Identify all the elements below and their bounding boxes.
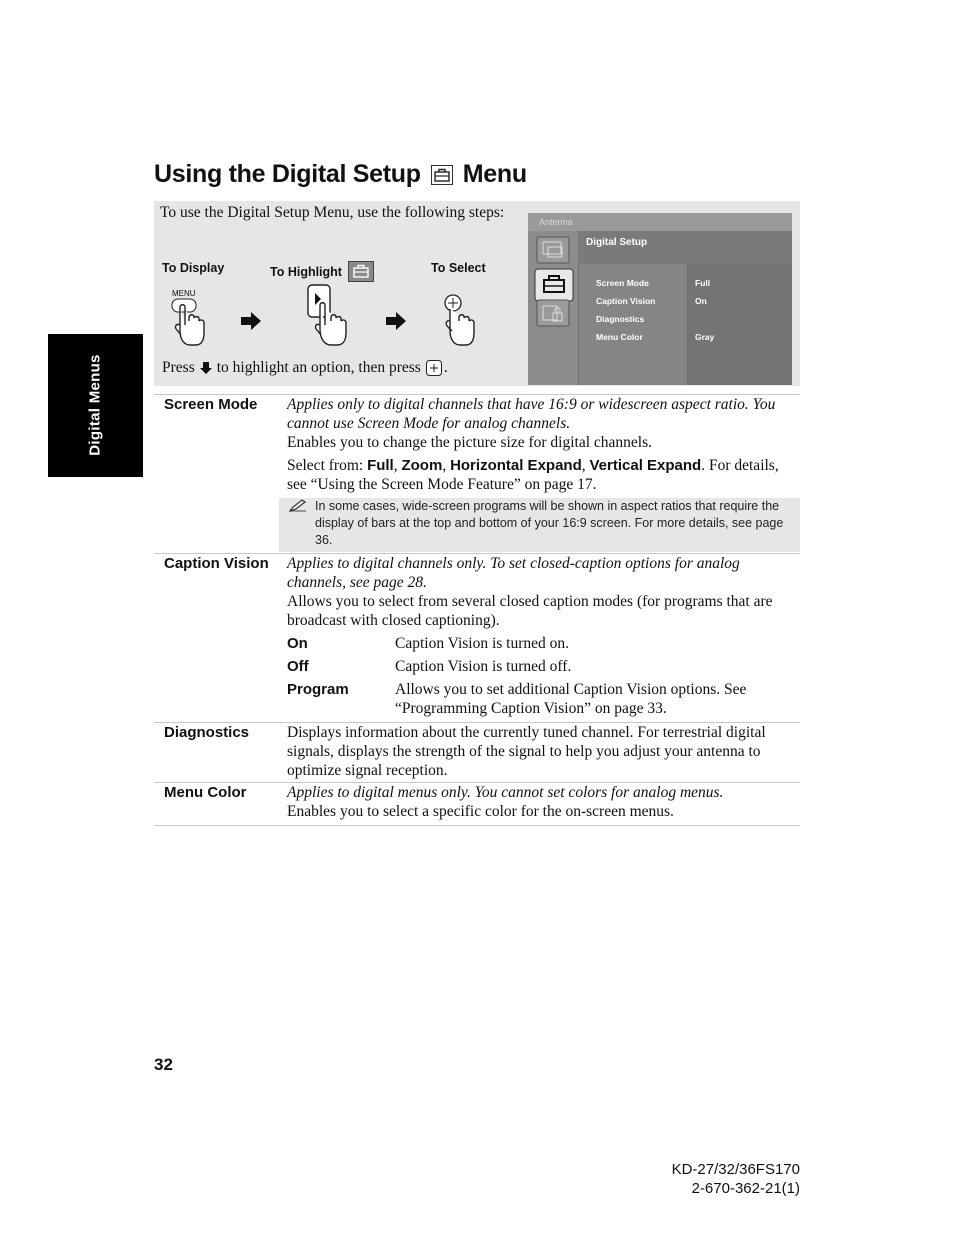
screen-item-label: Screen Mode [596, 278, 649, 288]
title-text-end: Menu [462, 160, 527, 188]
model-number: KD-27/32/36FS170 [671, 1161, 800, 1178]
screen-heading-bar [578, 231, 792, 264]
intro-box [154, 201, 800, 386]
down-arrow-icon [199, 361, 213, 375]
note-text: In some cases, wide-screen programs will be shown in aspect ratios that require the display of bars at the top and bottom of your 16:9 screen. For more details, see page 36. [315, 499, 784, 547]
row-description: Enables you to change the picture size for digital channels. [287, 434, 652, 451]
hand-select-icon [440, 293, 480, 349]
press-text-end: . [443, 359, 448, 376]
row-term-menu-color: Menu Color [164, 784, 247, 801]
toolbox-icon [348, 261, 374, 282]
toolbox-icon [534, 268, 574, 302]
option-zoom: Zoom [401, 457, 443, 474]
row-note-italic: Applies to digital menus only. You cannot set colors for analog menus. [287, 784, 724, 801]
screen-item-value: Full [695, 278, 711, 288]
step-select-label: To Select [431, 261, 486, 275]
screen-item-label: Caption Vision [596, 296, 656, 306]
option-vertical-expand: Vertical Expand [589, 457, 702, 474]
page-title [154, 160, 527, 189]
arrow-right-icon [385, 312, 407, 330]
row-term-diagnostics: Diagnostics [164, 724, 250, 741]
menu-press-illustration [168, 287, 208, 349]
select-button-icon [426, 360, 442, 376]
option-desc: Caption Vision is turned on. [395, 635, 570, 652]
screen-item-label: Diagnostics [596, 314, 645, 324]
row-note-italic: Applies only to digital channels that have 16:9 or widescreen aspect ratio. You cannot use Screen Mode for analog channels. [287, 396, 776, 432]
arrow-right-icon [240, 312, 262, 330]
press-instruction [162, 359, 448, 377]
screen-heading: Digital Setup [586, 237, 648, 248]
pencil-note-icon [289, 499, 307, 512]
toolbox-icon [431, 165, 453, 185]
title-text: Using the Digital Setup [154, 160, 421, 188]
option-term: Program [287, 681, 349, 698]
step-highlight-text: To Highlight [270, 264, 342, 279]
part-number: 2-670-362-21(1) [691, 1180, 800, 1197]
screen-item-value: On [695, 296, 707, 306]
option-horizontal-expand: Horizontal Expand [450, 457, 582, 474]
row-description: Allows you to select from several closed caption modes (for programs that are broadcast with closed captioning). [287, 593, 773, 629]
screen-top-bar [528, 213, 792, 231]
select-from-label: Select from: [287, 457, 364, 474]
model-info [600, 1160, 800, 1198]
screen-item-value: Gray [695, 332, 715, 342]
step-display-label: To Display [162, 261, 225, 275]
page-number: 32 [154, 1055, 173, 1074]
row-description: Enables you to select a specific color for the on-screen menus. [287, 803, 674, 820]
row-term-screen-mode: Screen Mode [164, 396, 258, 413]
option-full: Full [367, 457, 394, 474]
press-text-start: Press [162, 359, 195, 376]
option-term: Off [287, 658, 309, 675]
row-select-from: Select from: Full, Zoom, Horizontal Expand, Vertical Expand. For details, see “Using the Screen Mode Feature” on page 17. [287, 457, 779, 493]
select-tail: . For details, see “Using the Screen Mode Feature” on page 17. [287, 457, 779, 493]
row-description: Displays information about the currently tuned channel. For terrestrial digital signals, displays the strength of the signal to help you adjust your antenna to optimize signal reception. [287, 724, 766, 779]
option-desc: Allows you to set additional Caption Vision options. See “Programming Caption Vision” on page 33. [395, 681, 747, 717]
side-tab-label: Digital Menus [86, 354, 104, 456]
menu-button-label: MENU [172, 289, 196, 298]
option-term: On [287, 635, 308, 652]
note-box [279, 498, 800, 552]
intro-text: To use the Digital Setup Menu, use the following steps: [160, 204, 505, 221]
onscreen-menu-screenshot [528, 213, 792, 385]
step-highlight-label [270, 261, 374, 282]
screen-item-label: Menu Color [596, 332, 643, 342]
hand-press-icon [168, 287, 208, 349]
hand-press-down-icon [306, 283, 350, 349]
row-note-italic: Applies to digital channels only. To set closed-caption options for analog channels, see page 28. [287, 555, 740, 591]
lock-icon [536, 299, 570, 327]
row-term-caption-vision: Caption Vision [164, 555, 269, 572]
table-divider [154, 825, 800, 826]
option-desc: Caption Vision is turned off. [395, 658, 572, 675]
screen-top-label: Antenna [539, 217, 573, 227]
side-tab [48, 334, 143, 477]
picture-icon [536, 236, 570, 264]
press-text-middle: to highlight an option, then press [216, 359, 421, 376]
